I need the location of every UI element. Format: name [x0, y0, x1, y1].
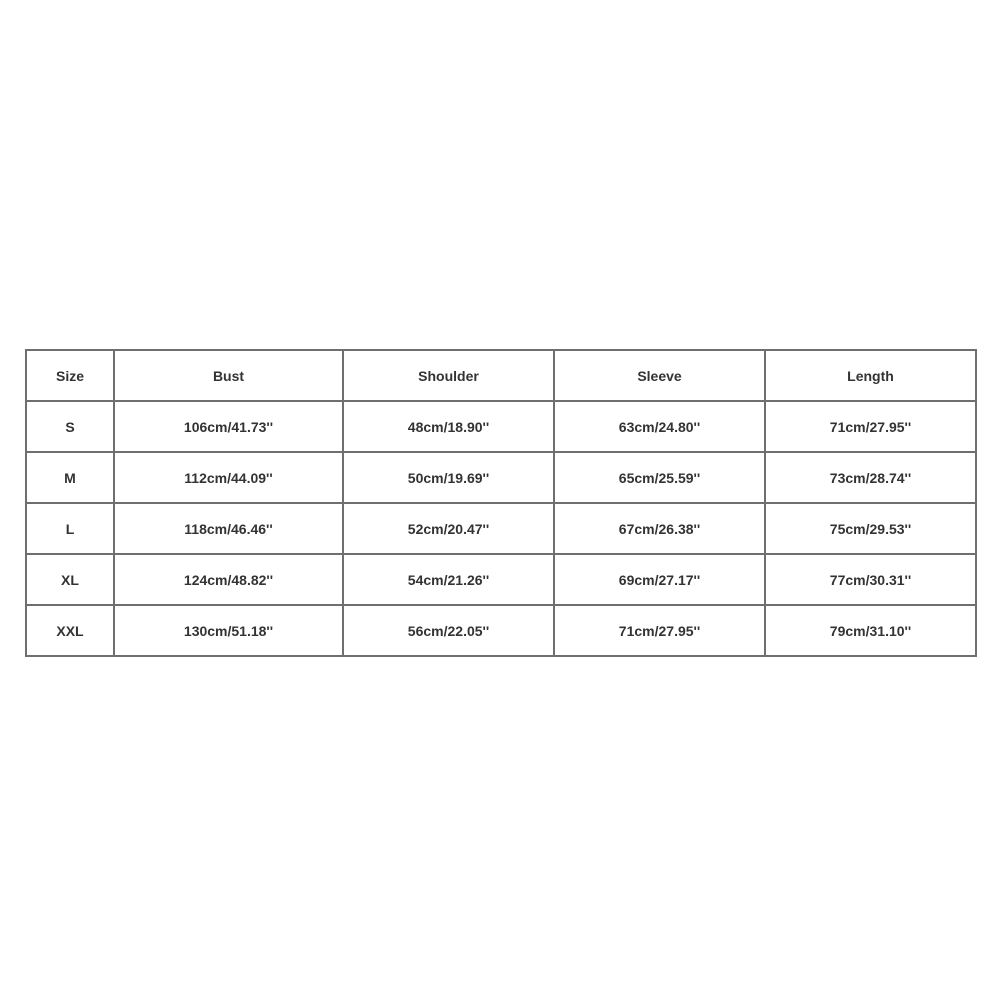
table-row: [26, 401, 976, 452]
sleeve-cell: 63cm/24.80'': [554, 401, 765, 452]
shoulder-cell: 50cm/19.69'': [343, 452, 554, 503]
size-cell: M: [26, 452, 114, 503]
size-cell: L: [26, 503, 114, 554]
header-length: Length: [765, 350, 976, 401]
table-header-row: [26, 350, 976, 401]
bust-cell: 130cm/51.18'': [114, 605, 343, 656]
size-chart-table: [25, 349, 977, 657]
shoulder-cell: 56cm/22.05'': [343, 605, 554, 656]
shoulder-cell: 52cm/20.47'': [343, 503, 554, 554]
table-row: [26, 503, 976, 554]
size-cell: XL: [26, 554, 114, 605]
bust-cell: 124cm/48.82'': [114, 554, 343, 605]
header-size: Size: [26, 350, 114, 401]
size-cell: S: [26, 401, 114, 452]
sleeve-cell: 65cm/25.59'': [554, 452, 765, 503]
header-shoulder: Shoulder: [343, 350, 554, 401]
bust-cell: 106cm/41.73'': [114, 401, 343, 452]
length-cell: 73cm/28.74'': [765, 452, 976, 503]
header-sleeve: Sleeve: [554, 350, 765, 401]
shoulder-cell: 48cm/18.90'': [343, 401, 554, 452]
size-cell: XXL: [26, 605, 114, 656]
bust-cell: 118cm/46.46'': [114, 503, 343, 554]
length-cell: 77cm/30.31'': [765, 554, 976, 605]
bust-cell: 112cm/44.09'': [114, 452, 343, 503]
sleeve-cell: 71cm/27.95'': [554, 605, 765, 656]
shoulder-cell: 54cm/21.26'': [343, 554, 554, 605]
table-row: [26, 452, 976, 503]
length-cell: 79cm/31.10'': [765, 605, 976, 656]
table-row: [26, 554, 976, 605]
table-row: [26, 605, 976, 656]
length-cell: 71cm/27.95'': [765, 401, 976, 452]
header-bust: Bust: [114, 350, 343, 401]
sleeve-cell: 69cm/27.17'': [554, 554, 765, 605]
length-cell: 75cm/29.53'': [765, 503, 976, 554]
sleeve-cell: 67cm/26.38'': [554, 503, 765, 554]
